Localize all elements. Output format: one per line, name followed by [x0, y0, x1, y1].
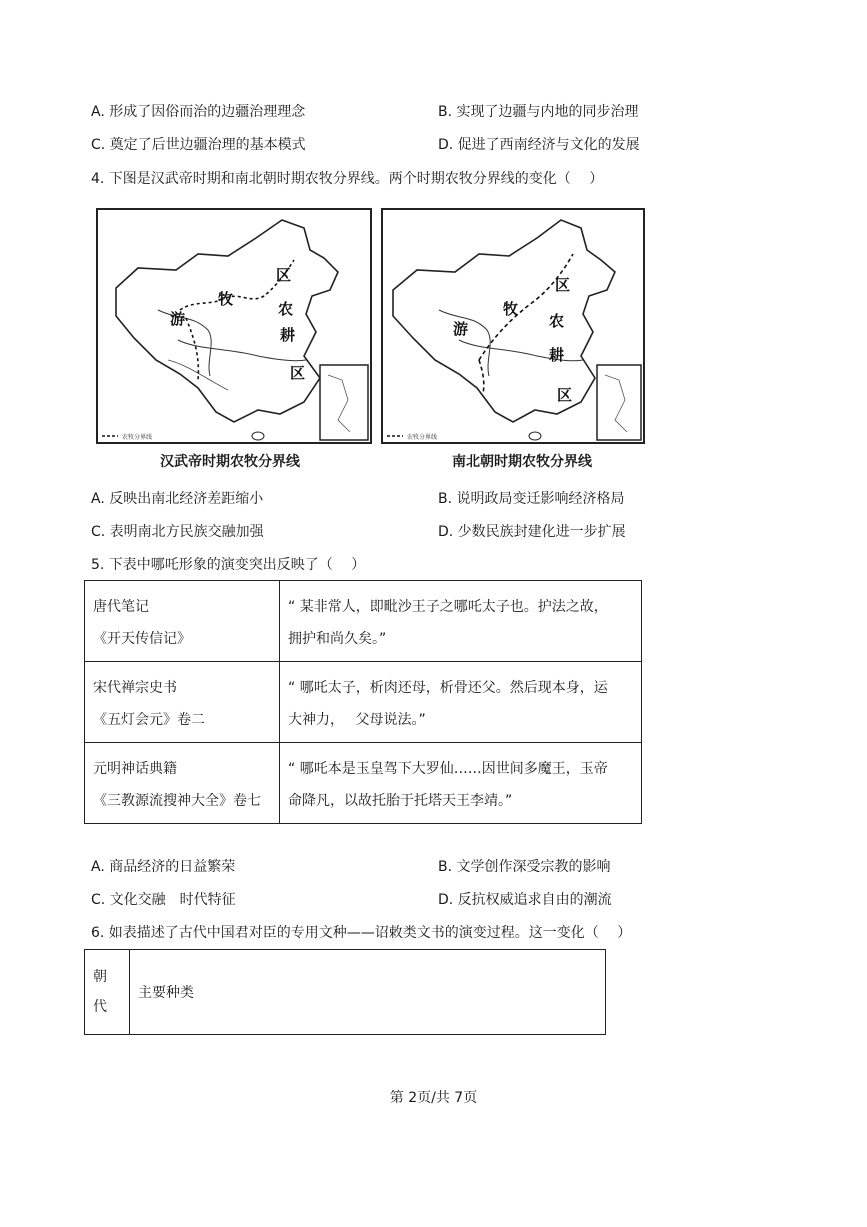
map1-label-geng: 耕: [280, 326, 296, 344]
source-line-2: 《五灯会元》卷二: [93, 712, 205, 728]
map2-caption: 南北朝时期农牧分界线: [452, 454, 592, 470]
q6-stem: 6. 如表描述了古代中国君对臣的专用文种——诏敕类文书的演变过程。这一变化（ ）: [91, 925, 632, 941]
q4-option-c: C. 表明南北方民族交融加强: [91, 524, 264, 540]
source-line-2: 《三教源流搜神大全》卷七: [93, 793, 261, 809]
table-row: [85, 581, 642, 662]
q3-option-a: A. 形成了因俗而治的边疆治理理念: [91, 104, 306, 120]
china-map-outline-1: [98, 210, 370, 442]
source-cell: [85, 743, 280, 824]
quote-line-2: 拥护和尚久矣。”: [288, 631, 387, 647]
header-dynasty-line-2: 代: [93, 999, 107, 1015]
map2-label-you: 游: [453, 320, 469, 338]
table-row: [85, 662, 642, 743]
map1-label-you: 游: [170, 310, 186, 328]
quote-line-1: “ 哪吒本是玉皇驾下大罗仙……因世间多魔王，玉帝: [288, 761, 608, 777]
map1-label-nong: 农: [278, 300, 294, 318]
quote-cell: [280, 662, 642, 743]
source-cell: [85, 581, 280, 662]
quote-cell: [280, 581, 642, 662]
q5-option-b: B. 文学创作深受宗教的影响: [438, 859, 611, 875]
map1-label-qu2: 区: [290, 364, 306, 382]
page-footer: 第 2页/共 7页: [389, 1090, 478, 1106]
source-line-2: 《开天传信记》: [93, 631, 191, 647]
q3-option-b: B. 实现了边疆与内地的同步治理: [438, 104, 639, 120]
table-row: [85, 743, 642, 824]
map2-label-qu1: 区: [555, 276, 571, 294]
map2-label-qu2: 区: [557, 386, 573, 404]
source-cell: [85, 662, 280, 743]
q4-option-a: A. 反映出南北经济差距缩小: [91, 491, 264, 507]
source-line-1: 唐代笔记: [93, 599, 149, 615]
q4-option-d: D. 少数民族封建化进一步扩展: [438, 524, 626, 540]
q3-option-d: D. 促进了西南经济与文化的发展: [438, 137, 640, 153]
table-row: [85, 950, 606, 1035]
q5-option-c: C. 文化交融 时代特征: [91, 892, 236, 908]
q6-table: [84, 949, 606, 1035]
quote-cell: [280, 743, 642, 824]
map1-legend-text: 农牧分界线: [122, 434, 153, 441]
map1-caption: 汉武帝时期农牧分界线: [160, 454, 300, 470]
map1-label-qu1: 区: [276, 266, 292, 284]
header-dynasty-line-1: 朝: [93, 969, 107, 985]
map2-label-geng: 耕: [549, 346, 565, 364]
quote-line-2: 大神力， 父母说法。”: [288, 712, 426, 728]
q3-option-c: C. 奠定了后世边疆治理的基本模式: [91, 137, 306, 153]
q5-table: [84, 580, 642, 824]
source-line-1: 元明神话典籍: [93, 761, 177, 777]
q5-option-d: D. 反抗权威追求自由的潮流: [438, 892, 612, 908]
source-line-1: 宋代禅宗史书: [93, 680, 177, 696]
map2-legend-text: 农牧分界线: [407, 434, 438, 441]
map1-label-mu: 牧: [218, 290, 234, 308]
map-nanbeichao: [381, 208, 645, 444]
map2-label-nong: 农: [549, 312, 565, 330]
quote-line-1: “ 某非常人，即毗沙王子之哪吒太子也。护法之故，: [288, 599, 608, 615]
quote-line-1: “ 哪吒太子，析肉还母，析骨还父。然后现本身，运: [288, 680, 608, 696]
q4-option-b: B. 说明政局变迁影响经济格局: [438, 491, 625, 507]
q5-stem: 5. 下表中哪吒形象的演变突出反映了（ ）: [91, 557, 366, 573]
header-dynasty: [85, 950, 130, 1035]
map-han-wudi: [96, 208, 372, 444]
header-main-types: 主要种类: [130, 950, 606, 1035]
quote-line-2: 命降凡，以故托胎于托塔天王李靖。”: [288, 793, 513, 809]
q5-option-a: A. 商品经济的日益繁荣: [91, 859, 236, 875]
q4-stem: 4. 下图是汉武帝时期和南北朝时期农牧分界线。两个时期农牧分界线的变化（ ）: [91, 171, 604, 187]
china-map-outline-2: [383, 210, 643, 442]
map2-label-mu: 牧: [503, 300, 519, 318]
